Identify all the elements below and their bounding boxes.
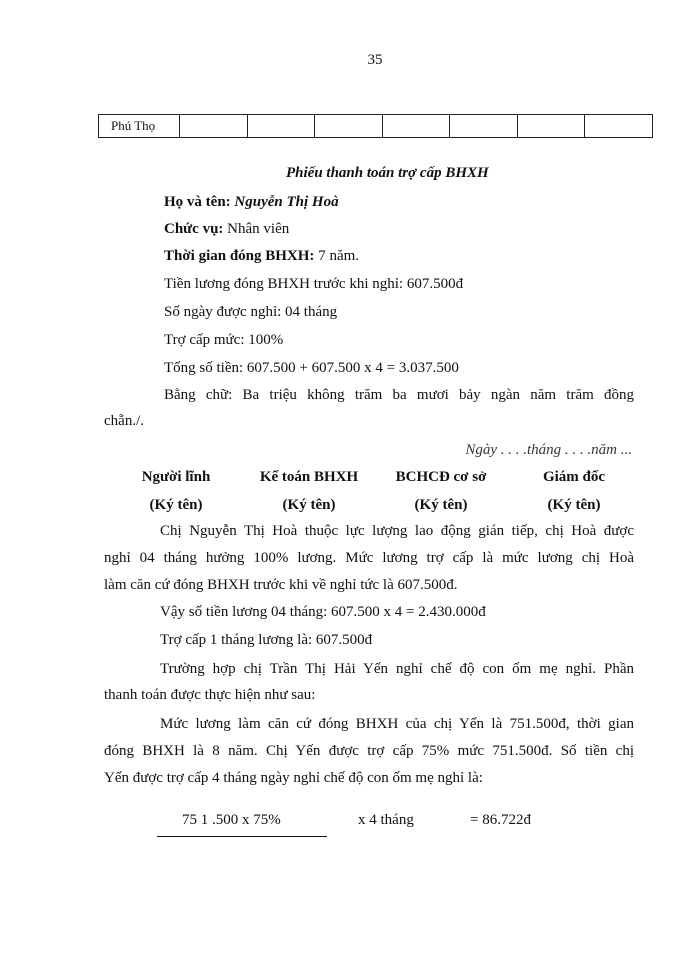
table-cell xyxy=(315,115,383,138)
formula-result: = 86.722đ xyxy=(470,812,531,828)
name-label: Họ và tên: xyxy=(164,194,231,210)
table-cell xyxy=(450,115,518,138)
para3: Trợ cấp 1 tháng lương là: 607.500đ xyxy=(160,632,373,648)
table-cell xyxy=(517,115,585,138)
page-number: 35 xyxy=(367,52,383,68)
amount-words-line1: Bằng chữ: Ba triệu không trăm ba mươi bảy ngàn năm trăm đồng xyxy=(164,387,634,403)
signature-role-accountant: Kế toán BHXH xyxy=(259,469,359,485)
para4-line2: thanh toán được thực hiện như sau: xyxy=(104,687,316,703)
table-cell-label: Phú Thọ xyxy=(99,115,180,138)
table-row xyxy=(99,115,653,138)
para4-line1: Trường hợp chị Trần Thị Hải Yến nghỉ chế độ con ốm mẹ nghỉ. Phần xyxy=(160,661,634,677)
salary-line: Tiền lương đóng BHXH trước khi nghỉ: 607.500đ xyxy=(164,276,464,292)
signature-sign-receiver: (Ký tên) xyxy=(149,497,203,513)
continuation-table xyxy=(98,114,653,138)
para1-line3: làm căn cứ đóng BHXH trước khi về nghỉ tức là 607.500đ. xyxy=(104,577,458,593)
para5-line2: đóng BHXH là 8 năm. Chị Yến được trợ cấp 75% mức 751.500đ. Số tiền chị xyxy=(104,743,634,759)
position-value: Nhân viên xyxy=(223,221,290,237)
table-cell xyxy=(585,115,653,138)
signature-sign-director: (Ký tên) xyxy=(547,497,601,513)
para5-line3: Yến được trợ cấp 4 tháng ngày nghỉ chế độ con ốm mẹ nghỉ là: xyxy=(104,770,483,786)
date-line: Ngày . . . .tháng . . . .năm ... xyxy=(465,442,632,458)
table-cell xyxy=(382,115,450,138)
fraction-bar xyxy=(157,836,327,837)
days-line: Số ngày được nghỉ: 04 tháng xyxy=(164,304,338,320)
para2: Vậy số tiền lương 04 tháng: 607.500 x 4 = 2.430.000đ xyxy=(160,604,486,620)
form-title: Phiếu thanh toán trợ cấp BHXH xyxy=(286,165,489,181)
signature-sign-accountant: (Ký tên) xyxy=(282,497,336,513)
table-cell xyxy=(247,115,315,138)
name-line xyxy=(164,194,339,211)
total-line: Tổng số tiền: 607.500 + 607.500 x 4 = 3.037.500 xyxy=(164,360,459,376)
table-cell xyxy=(180,115,248,138)
formula-numerator: 75 1 .500 x 75% xyxy=(182,812,281,828)
signature-role-director: Giám đốc xyxy=(542,469,606,485)
signature-role-receiver: Người lĩnh xyxy=(141,469,211,485)
rate-line: Trợ cấp mức: 100% xyxy=(164,332,284,348)
formula-months: x 4 tháng xyxy=(358,812,414,828)
period-label: Thời gian đóng BHXH: xyxy=(164,248,315,264)
amount-words-line2: chẵn./. xyxy=(104,413,144,429)
position-label: Chức vụ: xyxy=(164,221,224,237)
para1-line1: Chị Nguyễn Thị Hoà thuộc lực lượng lao động gián tiếp, chị Hoà được xyxy=(160,523,634,539)
period-line xyxy=(164,248,359,265)
period-value: 7 năm. xyxy=(314,248,360,264)
signature-sign-union: (Ký tên) xyxy=(414,497,468,513)
name-value: Nguyễn Thị Hoà xyxy=(234,194,339,210)
signature-role-union: BCHCĐ cơ sở xyxy=(395,469,487,485)
para1-line2: nghỉ 04 tháng hưởng 100% lương. Mức lương trợ cấp là mức lương chị Hoà xyxy=(104,550,634,566)
position-line xyxy=(164,221,289,238)
para5-line1: Mức lương làm căn cứ đóng BHXH của chị Yến là 751.500đ, thời gian xyxy=(160,716,634,732)
